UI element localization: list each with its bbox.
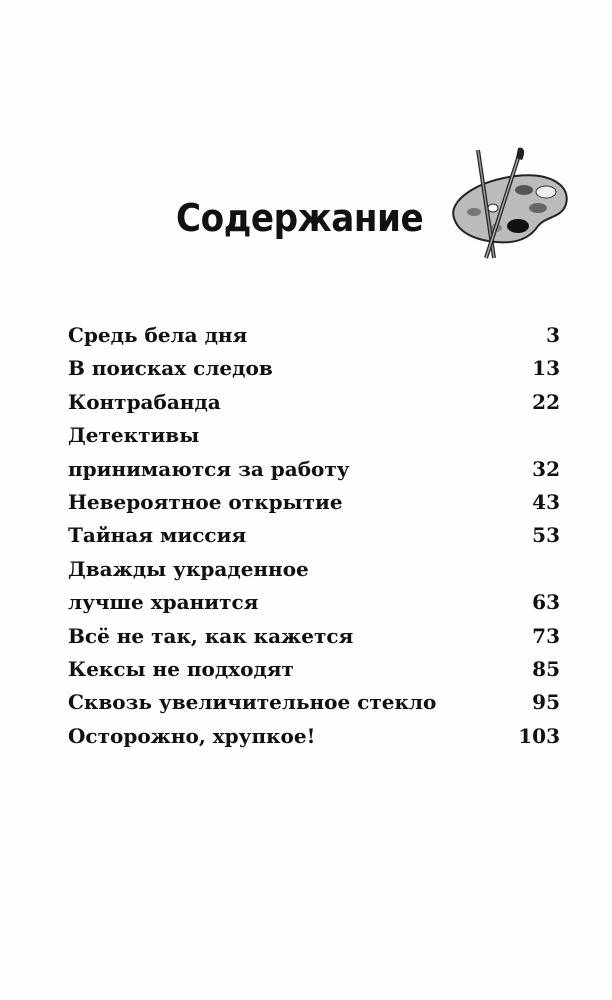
toc-entry-page: 73 xyxy=(532,623,560,648)
toc-entry-page: 95 xyxy=(532,690,560,715)
toc-entry-title: В поисках следов xyxy=(68,356,273,381)
page-title: Содержание xyxy=(176,196,424,240)
toc-entry-title: Сквозь увеличительное стекло xyxy=(68,690,437,715)
toc-entry[interactable] xyxy=(68,486,560,519)
toc-entry-page: 32 xyxy=(532,456,560,481)
toc-entry-title: Средь бела дня xyxy=(68,323,248,347)
toc-entry-page: 43 xyxy=(532,490,560,515)
toc-entry-page: 85 xyxy=(532,657,560,682)
toc-entry[interactable] xyxy=(68,620,560,653)
toc-entry-page: 63 xyxy=(532,590,560,615)
toc-entry-title: Кексы не подходят xyxy=(68,657,294,682)
toc-entry[interactable] xyxy=(68,419,560,486)
palette-icon xyxy=(446,146,572,262)
toc-entry-page: 13 xyxy=(532,356,560,381)
toc-entry-title: Детективы принимаются за работу xyxy=(68,423,350,481)
toc-entry[interactable] xyxy=(68,686,560,719)
toc-entry-title: Всё не так, как кажется xyxy=(68,623,354,648)
toc-entry[interactable] xyxy=(68,653,560,686)
toc-entry-page: 53 xyxy=(532,523,560,548)
toc-entry-title: Невероятное открытие xyxy=(68,490,343,515)
toc-entry-page: 22 xyxy=(532,389,560,414)
toc-entry[interactable] xyxy=(68,519,560,552)
toc-entry-title: Осторожно, хрупкое! xyxy=(68,723,316,748)
toc-entry-page: 3 xyxy=(546,323,560,347)
table-of-contents xyxy=(68,319,560,753)
toc-entry[interactable] xyxy=(68,319,560,352)
toc-entry-title: Тайная миссия xyxy=(68,523,247,548)
toc-entry-page: 103 xyxy=(518,723,560,748)
toc-entry[interactable] xyxy=(68,720,560,753)
toc-entry[interactable] xyxy=(68,352,560,385)
toc-entry-title: Контрабанда xyxy=(68,389,221,414)
toc-entry-title: Дважды украденное лучше хранится xyxy=(68,556,309,615)
toc-entry[interactable] xyxy=(68,553,560,620)
toc-entry[interactable] xyxy=(68,386,560,419)
